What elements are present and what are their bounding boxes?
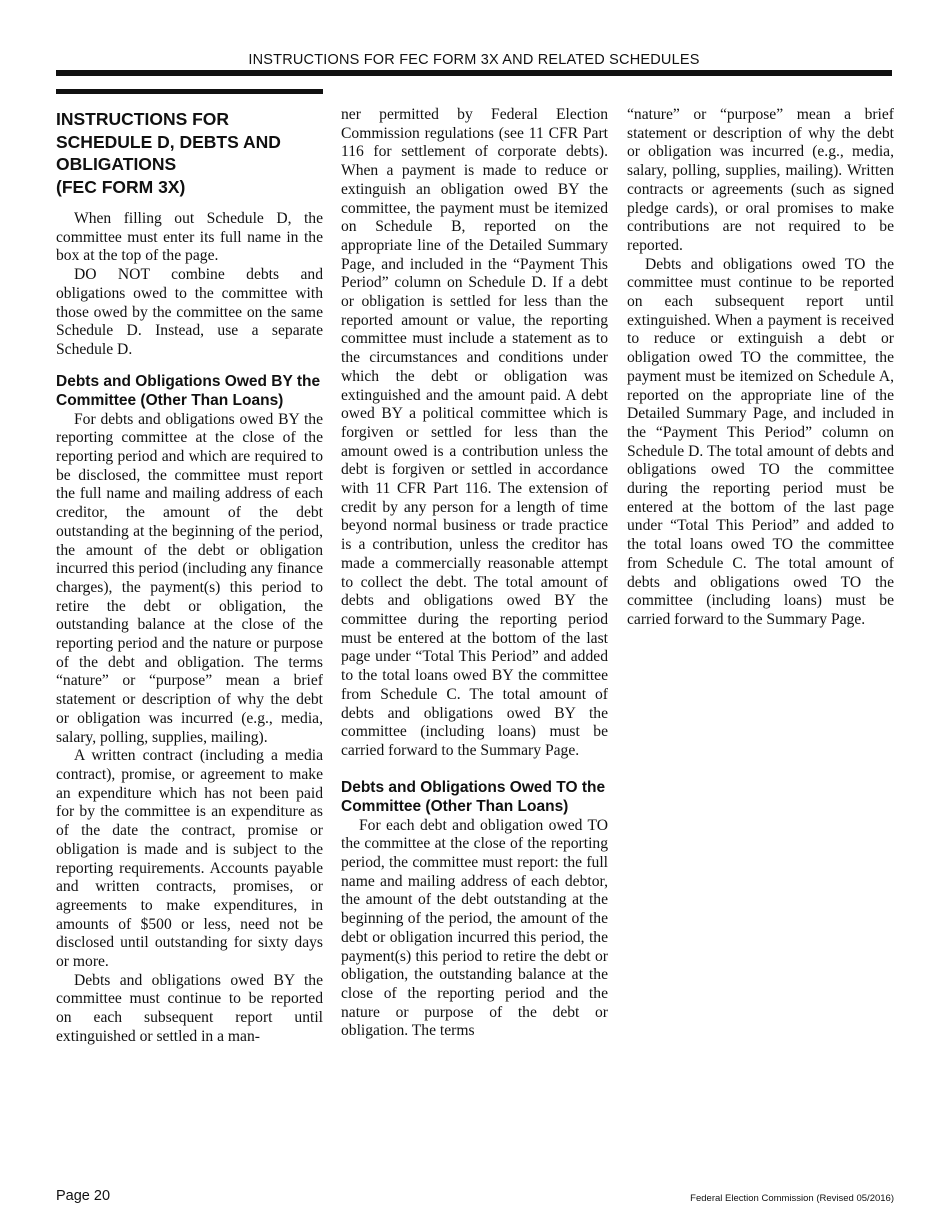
- running-header: INSTRUCTIONS FOR FEC FORM 3X AND RELATED SCHEDULES: [248, 52, 700, 68]
- body-paragraph: A written contract (including a media contract), promise, or agreement to make an expenditure which has not been paid for by the committee is an expenditure as of the date the contract, promise or obligation is made and is subject to the reporting requirements. Accounts payable and written contracts, promises, or agreements to make expenditures, in amounts of $500 or less, need not be disclosed until outstanding for sixty days or more.: [56, 747, 323, 971]
- intro-paragraph: DO NOT combine debts and obligations owed to the committee with those owed by the committee on the same Schedule D. Instead, use a separate Schedule D.: [56, 266, 323, 358]
- owed-by-heading: Debts and Obligations Owed BY the Committee (Other Than Loans): [56, 372, 321, 410]
- page-number: Page 20: [56, 1188, 111, 1204]
- body-paragraph: “nature” or “purpose” mean a brief statement or description of why the debt or obligation was incurred (e.g., media, salary, polling, supplies, mailing). Written contracts or agreements (such as signed pledge cards), or oral promises to make contributions are not required to be reported.: [627, 106, 894, 254]
- body-paragraph: Debts and obligations owed BY the committee must continue to be reported on each subsequent report until extinguished or settled in a man-: [56, 971, 323, 1045]
- intro-paragraph: When filling out Schedule D, the committee must enter its full name in the box at the top of the page.: [56, 210, 323, 265]
- column-1: [56, 108, 323, 1047]
- section-title-line: SCHEDULE D, DEBTS AND: [56, 131, 281, 152]
- column-2: [341, 106, 608, 1041]
- owed-to-heading: Debts and Obligations Owed TO the Committee (Other Than Loans): [341, 778, 606, 816]
- column-3: [627, 106, 894, 630]
- column-rule: [56, 89, 323, 94]
- section-title-line: (FEC FORM 3X): [56, 176, 186, 197]
- section-title: [56, 108, 323, 198]
- revision-note: Federal Election Commission (Revised 05/2016): [690, 1193, 894, 1204]
- section-title-line: OBLIGATIONS: [56, 154, 177, 174]
- body-paragraph: For each debt and obligation owed TO the committee at the close of the reporting period, the committee must report: the full name and mailing address of each debtor, the amount of the debt outstanding at the beginning of the period, the amount of the debt or obligation incurred this period, the payment(s) this period to retire the debt or obligation, the outstanding balance at the close of the reporting period and the nature or purpose of the debt or obligation. The terms: [341, 816, 608, 1040]
- body-paragraph: ner permitted by Federal Election Commission regulations (see 11 CFR Part 116 for settlement of corporate debts). When a payment is made to reduce or extinguish an obligation owed BY the committee, the payment must be itemized on Schedule B, reported on the appropriate line of the Detailed Summary Page, and included in the “Payment This Period” column on Schedule D. If a debt or obligation is settled for less than the reported amount or value, the reporting committee must include a statement as to the circumstances and conditions under which the debt or obligation was extinguished and the amount paid. A debt owed BY a political committee which is forgiven or settled for less than the amount owed is a contribution unless the debt is forgiven or settled in accordance with 11 CFR Part 116. The extension of credit by any person for a length of time beyond normal business or trade practice is a contribution, unless the creditor has made a commercially reasonable attempt to collect the debt. The total amount of debts and obligations owed BY the committee during the reporting period must be entered at the bottom of the last page under “Total This Period” and added to the total loans owed BY the committee from Schedule C. The total amount of debts and obligations owed BY the committee (including loans) must be carried forward to the Summary Page.: [341, 106, 608, 759]
- header-rule: [56, 70, 892, 76]
- body-paragraph: Debts and obligations owed TO the committee must continue to be reported on each subsequent report until extinguished. When a payment is received to reduce or extinguish a debt or obligation owed TO the committee, the payment must be itemized on Schedule A, reported on the appropriate line of the Detailed Summary Page, and included in the “Payment This Period” column on Schedule D. The total amount of debts and obligations owed TO the committee during the reporting period must be entered at the bottom of the last page under “Total This Period” and added to the total loans owed TO the committee from Schedule C. The total amount of debts and obligations owed TO the committee (including loans) must be carried forward to the Summary Page.: [627, 255, 894, 628]
- section-title-line: INSTRUCTIONS FOR: [56, 109, 230, 129]
- body-paragraph: For debts and obligations owed BY the reporting committee at the close of the reporting period and which are required to be disclosed, the committee must report the full name and mailing address of each creditor, the amount of the debt outstanding at the beginning of the period, the amount of the debt or obligation incurred this period (including any finance charges), the payment(s) this period to retire the debt or obligation, the outstanding balance at the close of the reporting period and the nature or purpose of the debt and obligation. The terms “nature” or “purpose” mean a brief statement or description of why the debt or obligation was incurred (e.g., media, salary, polling, supplies, mailing).: [56, 410, 323, 746]
